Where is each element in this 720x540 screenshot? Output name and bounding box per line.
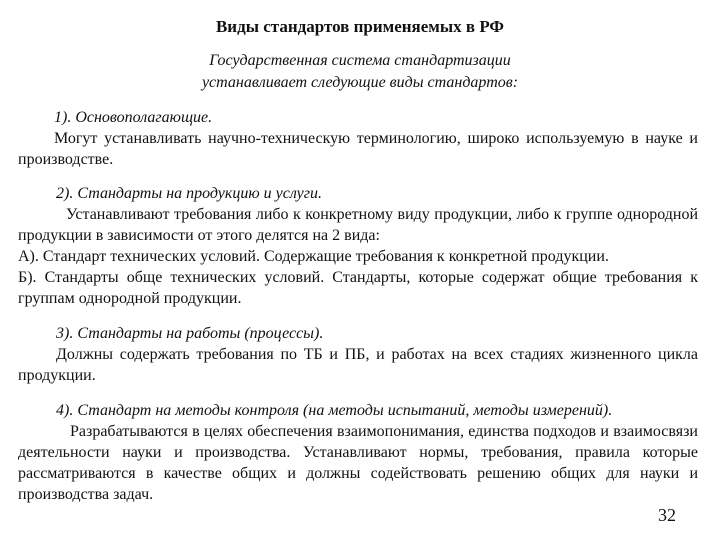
section-2-heading: 2). Стандарты на продукцию и услуги. — [56, 185, 322, 202]
section-4-heading: 4). Стандарт на методы контроля (на методы испытаний, методы измерений). — [56, 402, 613, 419]
section-2-item-b: Б). Стандарты обще технических условий. Стандарты, которые содержат общие требования к группам однородной продукции. — [18, 269, 698, 307]
page-number: 32 — [658, 505, 676, 525]
section-3-heading: 3). Стандарты на работы (процессы). — [56, 325, 324, 342]
section-1-text: Могут устанавливать научно-техническую терминологию, широко используемую в науке и производстве. — [18, 130, 698, 168]
section-1-heading: 1). Основополагающие. — [54, 109, 213, 126]
section-2 — [18, 183, 698, 309]
section-1 — [18, 107, 698, 170]
section-4-text: Разрабатываются в целях обеспечения взаимопонимания, единства подходов и взаимосвязи деятельности науки и производства. Устанавливают нормы, требования, правила которые рассматриваются в качестве общих и должны содействовать решению общих для науки и производства задач. — [18, 423, 698, 503]
page-title: Виды стандартов применяемых в РФ — [215, 17, 505, 36]
subtitle-line-2: устанавливает следующие виды стандартов: — [201, 74, 519, 91]
section-2-text: Устанавливают требования либо к конкретному виду продукции, либо к группе однородной продукции в зависимости от этого делятся на 2 вида: — [18, 206, 698, 244]
subtitle — [60, 50, 660, 94]
section-2-item-a: А). Стандарт технических условий. Содержащие требования к конкретной продукции. — [18, 248, 609, 265]
subtitle-line-1: Государственная система стандартизации — [209, 52, 511, 69]
section-3-text: Должны содержать требования по ТБ и ПБ, и работах на всех стадиях жизненного цикла продукции. — [18, 346, 698, 384]
section-3 — [18, 323, 698, 386]
section-4 — [18, 400, 698, 505]
